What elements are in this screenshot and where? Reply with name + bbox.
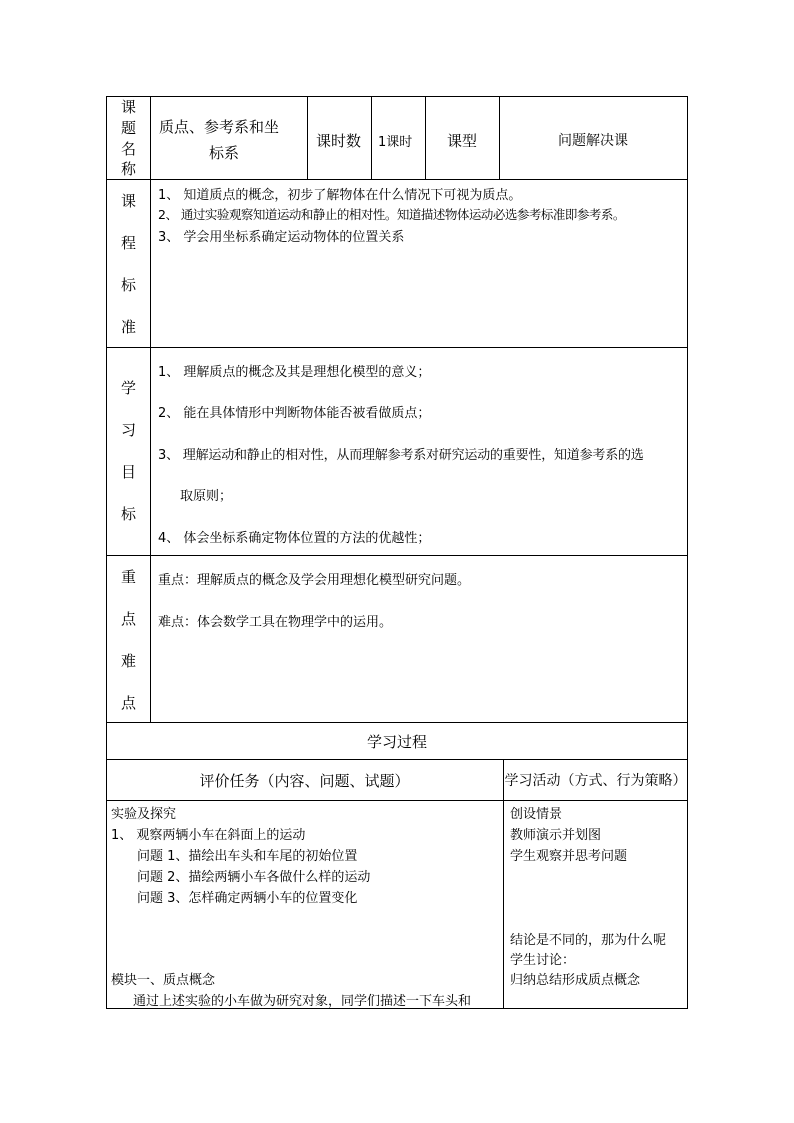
activity-line: 学生观察并思考问题 (510, 849, 628, 864)
label-char: 难 (120, 652, 136, 670)
row-divider (106, 722, 688, 723)
label-char: 学 (120, 379, 136, 397)
column-divider (307, 96, 308, 180)
hours-value: 1课时 (378, 135, 413, 150)
module-text: 通过上述实验的小车做为研究对象，同学们描述一下车头和 (133, 994, 472, 1009)
standard-item: 1、 知道质点的概念，初步了解物体在什么情况下可视为质点。 (158, 188, 522, 203)
label-char: 目 (120, 463, 136, 481)
hours-label: 课时数 (316, 132, 362, 150)
objective-item: 3、 理解运动和静止的相对性，从而理解参考系对研究运动的重要性，知道参考系的选 (158, 448, 644, 463)
objective-item: 4、 体会坐标系确定物体位置的方法的优越性； (158, 531, 431, 546)
row-divider (106, 555, 688, 556)
column-divider (371, 96, 372, 180)
label-char: 课 (120, 192, 136, 210)
label-char: 程 (120, 234, 136, 252)
row-divider (106, 800, 688, 801)
label-char: 称 (120, 160, 136, 178)
task-question: 问题 1、描绘出车头和车尾的初始位置 (137, 849, 358, 864)
row-divider (106, 759, 688, 760)
label-char: 重 (120, 568, 136, 586)
label-char: 习 (120, 421, 136, 439)
label-char: 准 (120, 318, 136, 336)
column-divider (499, 96, 500, 180)
table-border (687, 96, 688, 1009)
column-divider (425, 96, 426, 180)
label-char: 课 (120, 98, 136, 116)
activity-line: 学生讨论： (510, 953, 576, 968)
objective-item: 2、 能在具体情形中判断物体能否被看做质点； (158, 406, 431, 421)
type-value: 问题解决课 (558, 133, 628, 149)
standard-item: 2、 通过实验观察知道运动和静止的相对性。知道描述物体运动必选参考标准即参考系。 (158, 207, 625, 222)
row-divider (106, 347, 688, 348)
table-border (106, 96, 688, 97)
column-divider (150, 96, 151, 723)
row-divider (106, 179, 688, 180)
activity-line: 教师演示并划图 (510, 828, 602, 843)
process-title: 学习过程 (366, 733, 427, 751)
section-heading: 实验及探究 (111, 807, 177, 822)
learning-activities-header: 学习活动（方式、行为策略） (504, 773, 687, 789)
label-char: 名 (120, 140, 136, 158)
focus-text: 重点：理解质点的概念及学会用理想化模型研究问题。 (158, 573, 471, 588)
label-char: 标 (120, 276, 136, 294)
label-char: 标 (120, 505, 136, 523)
activity-line: 结论是不同的，那为什么呢 (510, 933, 667, 948)
module-heading: 模块一、质点概念 (111, 973, 216, 988)
activity-line: 归纳总结形成质点概念 (510, 973, 641, 988)
column-divider (503, 759, 504, 1009)
difficulty-text: 难点：体会数学工具在物理学中的运用。 (158, 615, 393, 630)
type-label: 课型 (447, 132, 478, 150)
objective-item: 1、 理解质点的概念及其是理想化模型的意义； (158, 365, 431, 380)
task-item: 1、 观察两辆小车在斜面上的运动 (111, 828, 306, 843)
evaluation-tasks-header: 评价任务（内容、问题、试题） (199, 772, 410, 790)
lesson-topic: 质点、参考系和坐 (159, 118, 280, 136)
label-char: 题 (120, 119, 136, 137)
table-border (106, 96, 107, 1009)
task-question: 问题 3、怎样确定两辆小车的位置变化 (137, 891, 358, 906)
standard-item: 3、 学会用坐标系确定运动物体的位置关系 (158, 230, 405, 245)
label-char: 点 (120, 694, 136, 712)
task-question: 问题 2、描绘两辆小车各做什么样的运动 (137, 870, 371, 885)
activity-line: 创设情景 (510, 807, 563, 822)
lesson-topic-cont: 标系 (209, 144, 240, 162)
label-char: 点 (120, 610, 136, 628)
objective-item-cont: 取原则； (180, 489, 233, 504)
